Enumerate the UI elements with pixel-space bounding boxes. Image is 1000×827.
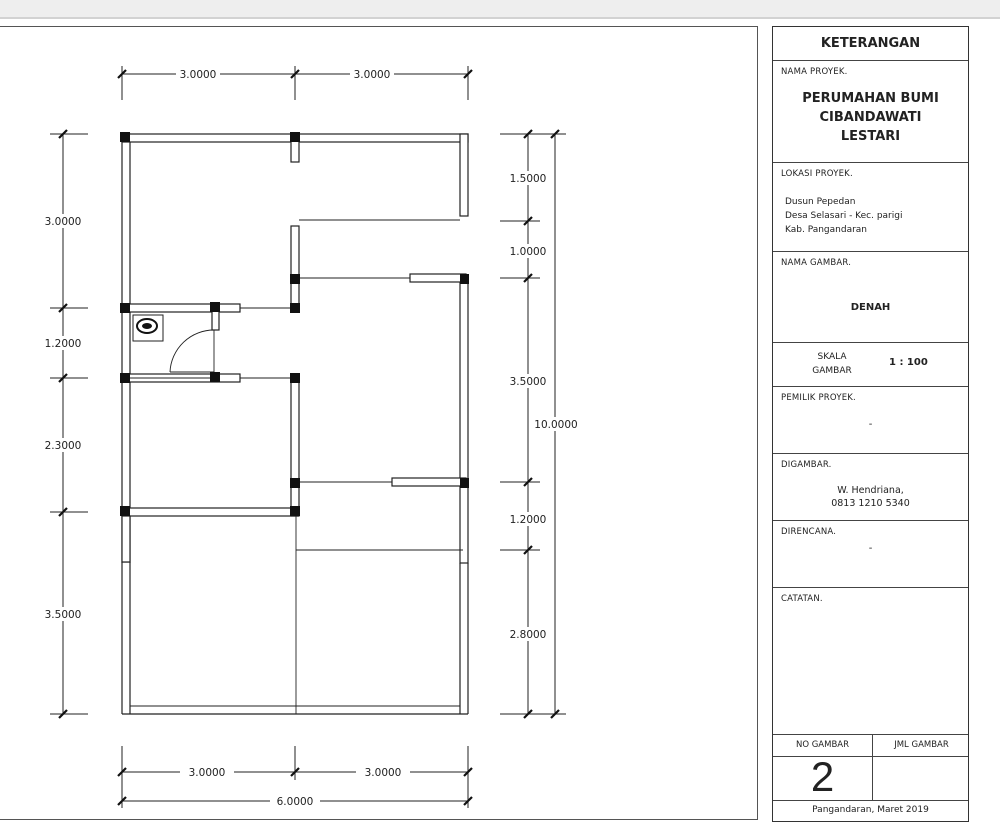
scale-label <box>797 350 867 378</box>
drawing-name: DENAH <box>850 302 891 313</box>
dim-right-2: 1.0000 <box>509 246 547 258</box>
project-name-line-1: PERUMAHAN BUMI <box>802 91 939 106</box>
total-drawings-label: JML GAMBAR <box>894 740 949 750</box>
owner-section <box>773 387 968 454</box>
location-line-1: Dusun Pepedan <box>785 197 856 207</box>
drawn-by-line-1: W. Hendriana, <box>837 485 904 496</box>
project-name-line-3: LESTARI <box>840 129 901 144</box>
dim-right-1: 1.5000 <box>509 173 547 185</box>
dim-bottom-right: 3.0000 <box>364 767 402 779</box>
dim-bottom-left: 3.0000 <box>188 767 226 779</box>
place-date-row <box>773 801 968 821</box>
title-block-header <box>773 27 968 61</box>
dim-right-5: 2.8000 <box>509 629 547 641</box>
toilet-icon <box>133 315 163 341</box>
scale-label-line-2: GAMBAR <box>812 366 852 376</box>
dim-left-4: 3.5000 <box>44 609 82 621</box>
planned-by-label: DIRENCANA. <box>781 527 837 537</box>
title-block <box>772 26 969 822</box>
drawing-name-section <box>773 252 968 343</box>
place-date: Pangandaran, Maret 2019 <box>812 805 929 815</box>
total-drawings-header-cell <box>873 735 970 756</box>
drawing-no-cell <box>773 753 873 800</box>
dim-right-3: 3.5000 <box>509 376 547 388</box>
title-block-header-text: KETERANGAN <box>820 36 921 51</box>
location-line-3: Kab. Pangandaran <box>785 225 868 235</box>
owner-label: PEMILIK PROYEK. <box>781 393 856 403</box>
walls <box>122 134 468 563</box>
drawing-number-row <box>773 753 968 801</box>
drawing-name-label: NAMA GAMBAR. <box>781 258 852 268</box>
planned-by-section <box>773 521 968 588</box>
drawing-no: 2 <box>810 753 835 800</box>
dim-top-left: 3.0000 <box>179 69 217 81</box>
project-name-line-2: CIBANDAWATI <box>819 110 922 125</box>
location-text <box>785 195 902 237</box>
project-name-section <box>773 61 968 163</box>
dim-left-2: 1.2000 <box>44 338 82 350</box>
dim-top-right: 3.0000 <box>353 69 391 81</box>
owner-value: - <box>868 419 873 430</box>
dim-right-4: 1.2000 <box>509 514 547 526</box>
dim-left-1: 3.0000 <box>44 216 82 228</box>
notes-section <box>773 588 968 735</box>
door-swing <box>170 330 214 374</box>
scale-label-line-1: SKALA <box>817 352 847 362</box>
dimension-labels <box>38 68 582 808</box>
location-line-2: Desa Selasari - Kec. parigi <box>785 211 903 221</box>
planned-by-value: - <box>868 543 873 554</box>
project-name <box>773 89 968 146</box>
drawing-no-label: NO GAMBAR <box>795 740 850 750</box>
location-section <box>773 163 968 252</box>
dim-right-total: 10.0000 <box>534 419 578 431</box>
notes-label: CATATAN. <box>781 594 823 604</box>
project-name-label: NAMA PROYEK. <box>781 67 848 77</box>
drawn-by-label: DIGAMBAR. <box>781 460 832 470</box>
scale-section <box>773 343 968 387</box>
scale-value: 1 : 100 <box>889 357 928 368</box>
dim-bottom-total: 6.0000 <box>276 796 314 808</box>
location-label: LOKASI PROYEK. <box>781 169 853 179</box>
dim-left-3: 2.3000 <box>44 440 82 452</box>
drawn-by <box>773 484 968 510</box>
drawn-by-section <box>773 454 968 521</box>
drawn-by-line-2: 0813 1210 5340 <box>831 498 910 509</box>
